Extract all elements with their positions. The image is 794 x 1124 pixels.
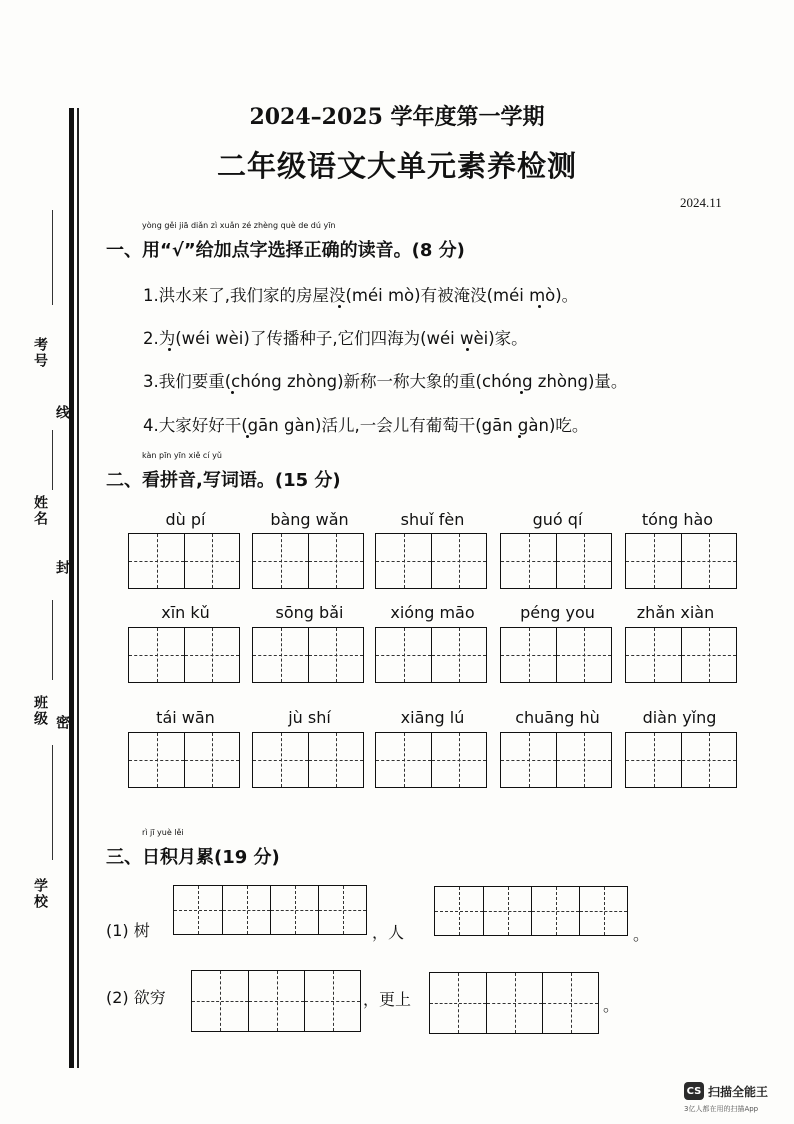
poem-fill-grid-q2-b[interactable]: [429, 972, 599, 1034]
writing-cell[interactable]: [483, 887, 531, 935]
writing-cell[interactable]: [304, 971, 360, 1031]
emphasis-dot: [520, 391, 523, 394]
word-writing-grid[interactable]: [128, 732, 240, 788]
word-writing-grid[interactable]: [252, 533, 364, 589]
pinyin-prompt: chuāng hù: [515, 708, 600, 727]
school-blank[interactable]: [52, 745, 53, 860]
pinyin-prompt: diàn yǐng: [642, 708, 717, 727]
writing-cell[interactable]: [430, 973, 486, 1033]
writing-cell[interactable]: [174, 886, 222, 934]
word-writing-grid[interactable]: [625, 533, 737, 589]
word-writing-grid[interactable]: [625, 732, 737, 788]
writing-cell[interactable]: [681, 628, 736, 682]
binding-line-thin: [77, 108, 79, 1068]
writing-cell[interactable]: [626, 628, 681, 682]
writing-cell[interactable]: [184, 628, 239, 682]
section3-q1-mid: ，人: [372, 923, 405, 942]
writing-cell[interactable]: [376, 628, 431, 682]
writing-cell[interactable]: [192, 971, 248, 1031]
camscanner-tagline: 3亿人都在用的扫描App: [684, 1105, 759, 1113]
writing-cell[interactable]: [253, 628, 308, 682]
section1-item-1: 1.洪水来了,我们家的房屋没(méi mò)有被淹没(méi mò)。: [143, 286, 579, 305]
section3-title: 日积月累(19 分): [142, 847, 280, 868]
word-writing-grid[interactable]: [500, 533, 612, 589]
exam-title-year: 2024–2025 学年度第一学期: [249, 104, 545, 130]
section3-pinyin: rì jī yuè lěi: [142, 828, 184, 837]
pinyin-prompt: péng you: [520, 603, 595, 622]
pinyin-prompt: xióng māo: [390, 603, 475, 622]
writing-cell[interactable]: [184, 534, 239, 588]
emphasis-dot: [518, 435, 521, 438]
section3-q1-end: 。: [633, 925, 650, 944]
section1-item-4: 4.大家好好干(gān gàn)活儿,一会儿有葡萄干(gān gàn)吃。: [143, 416, 589, 435]
word-writing-grid[interactable]: [375, 533, 487, 589]
writing-cell[interactable]: [308, 628, 363, 682]
section3-number: 三、: [106, 847, 142, 868]
seal-seal-label: 封: [54, 560, 70, 576]
camscanner-name: 扫描全能王: [708, 1085, 769, 1099]
pinyin-prompt: bàng wǎn: [270, 510, 349, 529]
word-writing-grid[interactable]: [128, 627, 240, 683]
pinyin-prompt: xiāng lú: [400, 708, 465, 727]
writing-cell[interactable]: [129, 534, 184, 588]
writing-cell[interactable]: [184, 733, 239, 787]
section3-heading: [106, 828, 280, 869]
emphasis-dot: [338, 305, 341, 308]
pinyin-prompt: tóng hào: [641, 510, 714, 529]
section1-title: 用“√”给加点字选择正确的读音。(8 分): [142, 240, 465, 261]
emphasis-dot: [231, 391, 234, 394]
writing-cell[interactable]: [253, 733, 308, 787]
writing-cell[interactable]: [308, 733, 363, 787]
pinyin-prompt: tái wān: [156, 708, 215, 727]
binding-line-thick: [69, 108, 74, 1068]
writing-cell[interactable]: [431, 534, 486, 588]
pinyin-prompt: guó qí: [532, 510, 583, 529]
writing-cell[interactable]: [248, 971, 304, 1031]
word-writing-grid[interactable]: [625, 627, 737, 683]
seal-line-label: 线: [54, 405, 70, 421]
emphasis-dot: [168, 348, 171, 351]
writing-cell[interactable]: [270, 886, 318, 934]
name-label: 姓名: [32, 495, 48, 527]
section1-pinyin: yòng gěi jiā diǎn zì xuǎn zé zhèng què de dú yīn: [142, 221, 336, 230]
writing-cell[interactable]: [681, 733, 736, 787]
exam-no-label: 考号: [32, 337, 48, 369]
writing-cell[interactable]: [431, 628, 486, 682]
exam-no-blank[interactable]: [52, 210, 53, 305]
section1-heading: [106, 221, 465, 262]
name-blank[interactable]: [52, 430, 53, 490]
writing-cell[interactable]: [501, 733, 556, 787]
emphasis-dot: [466, 348, 469, 351]
word-writing-grid[interactable]: [128, 533, 240, 589]
word-writing-grid[interactable]: [375, 732, 487, 788]
pinyin-prompt: jù shí: [288, 708, 331, 727]
writing-cell[interactable]: [318, 886, 366, 934]
writing-cell[interactable]: [308, 534, 363, 588]
class-label: 班级: [32, 695, 48, 727]
section1-item-3: 3.我们要重(chóng zhòng)新称一称大象的重(chóng zhòng)量。: [143, 372, 628, 391]
section3-q2-mid: ，更上: [363, 990, 412, 1009]
writing-cell[interactable]: [501, 628, 556, 682]
word-writing-grid[interactable]: [375, 627, 487, 683]
writing-cell[interactable]: [431, 733, 486, 787]
poem-fill-grid-q2-a[interactable]: [191, 970, 361, 1032]
section1-number: 一、: [106, 240, 142, 261]
writing-cell[interactable]: [556, 628, 611, 682]
writing-cell[interactable]: [542, 973, 598, 1033]
exam-date: 2024.11: [680, 195, 722, 210]
poem-fill-grid-q1-b[interactable]: [434, 886, 628, 936]
pinyin-prompt: xīn kǔ: [161, 603, 210, 622]
section3-q2-end: 。: [603, 996, 620, 1015]
writing-cell[interactable]: [556, 733, 611, 787]
writing-cell[interactable]: [486, 973, 542, 1033]
section3-q1-label: (1) 树: [106, 921, 150, 940]
word-writing-grid[interactable]: [500, 732, 612, 788]
writing-cell[interactable]: [129, 628, 184, 682]
writing-cell[interactable]: [681, 534, 736, 588]
writing-cell[interactable]: [556, 534, 611, 588]
section3-q2-label: (2) 欲穷: [106, 988, 166, 1007]
section1-item-2: 2.为(wéi wèi)了传播种子,它们四海为(wéi wèi)家。: [143, 329, 528, 348]
word-writing-grid[interactable]: [252, 732, 364, 788]
class-blank[interactable]: [52, 600, 53, 680]
writing-cell[interactable]: [253, 534, 308, 588]
section2-pinyin: kàn pīn yīn xiě cí yǔ: [142, 451, 222, 460]
writing-cell[interactable]: [626, 733, 681, 787]
writing-cell[interactable]: [531, 887, 579, 935]
writing-cell[interactable]: [129, 733, 184, 787]
camscanner-logo-icon: CS: [684, 1082, 704, 1100]
writing-cell[interactable]: [376, 733, 431, 787]
writing-cell[interactable]: [626, 534, 681, 588]
word-writing-grid[interactable]: [500, 627, 612, 683]
emphasis-dot: [538, 305, 541, 308]
school-label: 学校: [32, 878, 48, 910]
pinyin-prompt: zhǎn xiàn: [636, 603, 715, 622]
section2-heading: [106, 451, 341, 492]
writing-cell[interactable]: [501, 534, 556, 588]
section2-title: 看拼音,写词语。(15 分): [142, 470, 341, 491]
writing-cell[interactable]: [376, 534, 431, 588]
exam-title-main: 二年级语文大单元素养检测: [216, 149, 577, 183]
writing-cell[interactable]: [579, 887, 627, 935]
emphasis-dot: [246, 435, 249, 438]
section2-number: 二、: [106, 470, 142, 491]
writing-cell[interactable]: [435, 887, 483, 935]
seal-close-label: 密: [54, 715, 70, 731]
pinyin-prompt: dù pí: [165, 510, 206, 529]
writing-cell[interactable]: [222, 886, 270, 934]
pinyin-prompt: shuǐ fèn: [400, 510, 465, 529]
word-writing-grid[interactable]: [252, 627, 364, 683]
poem-fill-grid-q1-a[interactable]: [173, 885, 367, 935]
pinyin-prompt: sōng bǎi: [275, 603, 344, 622]
